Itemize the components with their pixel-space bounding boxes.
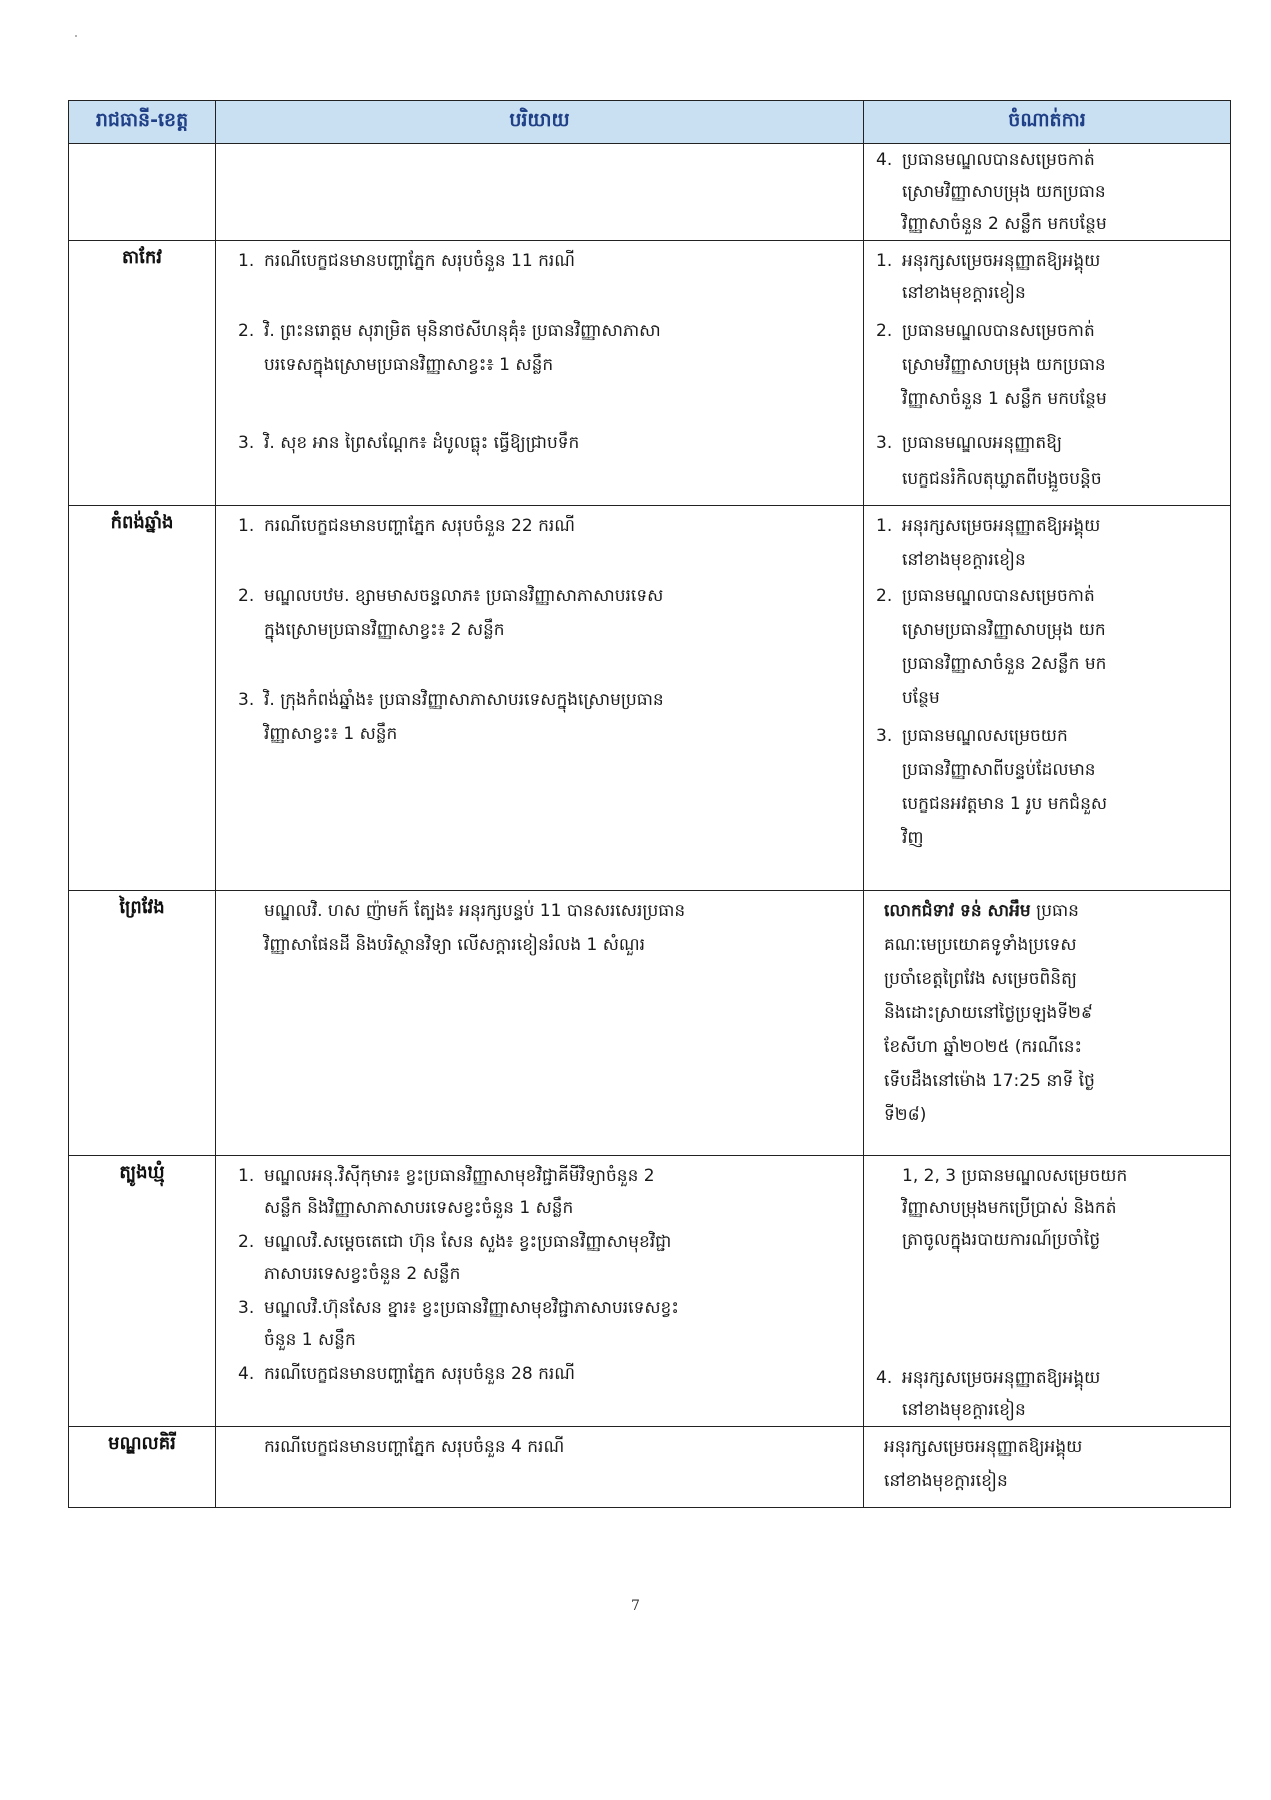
table-row	[69, 1156, 1231, 1427]
action-line: បេក្ខជនរំកិលតុឃ្លាតពីបង្អួចបន្តិច	[902, 469, 1102, 489]
description-number: 2.	[238, 586, 255, 606]
action-line: ប្រធានមណ្ឌលបានសម្រេចកាត់	[902, 586, 1095, 606]
action-number: 2.	[876, 586, 893, 606]
description-number: 2.	[238, 321, 255, 341]
description-line: វិញ្ញាសាផែនដី និងបរិស្ថានវិទ្យា លើសក្ដារខៀនរំលង 1 សំណួរ	[264, 935, 646, 955]
action-line: ខែសីហា ឆ្នាំ២០២៥ (ករណីនេះ	[884, 1037, 1082, 1057]
action-number: 3.	[876, 726, 893, 746]
description-cell	[216, 1427, 864, 1508]
description-line: ករណីបេក្ខជនមានបញ្ហាភ្នែក សរុបចំនួន 11 ករណី	[264, 251, 576, 271]
description-line: វិ. ព្រះនរោត្តម សុរាម្រិត មុនិនាថសីហនុគុំ៖ ប្រធានវិញ្ញាសាភាសា	[264, 321, 661, 341]
action-line: ទី២៨)	[884, 1105, 927, 1125]
description-cell	[216, 144, 864, 241]
description-line: មណ្ឌលវិ.ហ៊ុនសែន ខ្នារ៖ ខ្វះប្រធានវិញ្ញាសាមុខវិជ្ជាភាសាបរទេសខ្វះ	[264, 1298, 679, 1318]
action-line: វិញ្ញាសាបម្រុងមកប្រើប្រាស់ និងកត់	[902, 1198, 1117, 1218]
description-number: 2.	[238, 1232, 255, 1252]
header-province: រាជធានី-ខេត្ត	[69, 101, 216, 144]
province-cell	[69, 144, 216, 241]
action-line: បេក្ខជនអវត្តមាន 1 រូប មកជំនួស	[902, 794, 1108, 814]
action-line: ស្រោមវិញ្ញាសាបម្រុង យកប្រធាន	[902, 355, 1106, 375]
action-cell	[864, 1427, 1231, 1508]
description-line: មណ្ឌលបឋម. ខ្សាមមាសចន្ទលាភ៖ ប្រធានវិញ្ញាសាភាសាបរទេស	[264, 586, 664, 606]
action-line-rest: ប្រធាន	[1030, 901, 1079, 921]
province-cell: ត្បូងឃ្មុំ	[69, 1156, 216, 1427]
report-table	[68, 100, 1231, 1508]
action-line: ប្រធានមណ្ឌលបានសម្រេចកាត់	[902, 321, 1095, 341]
action-number: 1.	[876, 516, 893, 536]
action-line: វិញ	[902, 828, 924, 848]
action-line: 1, 2, 3 ប្រធានមណ្ឌលសម្រេចយក	[902, 1166, 1128, 1186]
action-line: ប្រធានវិញ្ញាសាចំនួន 2សន្លឹក មក	[902, 654, 1107, 674]
action-line	[884, 901, 1079, 921]
description-number: 1.	[238, 1166, 255, 1186]
description-number: 1.	[238, 251, 255, 271]
action-number: 2.	[876, 321, 893, 341]
action-line: ប្រចាំខេត្តព្រៃវែង សម្រេចពិនិត្យ	[884, 969, 1077, 989]
description-line: ករណីបេក្ខជនមានបញ្ហាភ្នែក សរុបចំនួន 22 ករណី	[264, 516, 576, 536]
action-cell	[864, 241, 1231, 506]
description-cell	[216, 241, 864, 506]
action-line: ត្រាចូលក្នុងរបាយការណ៍ប្រចាំថ្ងៃ	[902, 1230, 1101, 1250]
table-row	[69, 506, 1231, 891]
action-line: ប្រធានមណ្ឌលសម្រេចយក	[902, 726, 1068, 746]
description-line: វិ. សុខ អាន ព្រៃសណ្ដែក៖ ដំបូលធ្លុះ ធ្វើឱ្យជ្រាបទឹក	[264, 433, 580, 453]
description-line: មណ្ឌលវិ.សម្ដេចតេជោ ហ៊ុន សែន សួង៖ ខ្វះប្រធានវិញ្ញាសាមុខវិជ្ជា	[264, 1232, 672, 1252]
action-line: នៅខាងមុខក្ដារខៀន	[884, 1471, 1008, 1491]
action-line: អនុរក្សសម្រេចអនុញ្ញាតឱ្យអង្គុយ	[902, 251, 1101, 271]
action-line: ប្រធានមណ្ឌលបានសម្រេចកាត់	[902, 150, 1095, 170]
action-line: អនុរក្សសម្រេចអនុញ្ញាតឱ្យអង្គុយ	[902, 516, 1101, 536]
table-row	[69, 1427, 1231, 1508]
province-cell: កំពង់ឆ្នាំង	[69, 506, 216, 891]
action-line: វិញ្ញាសាចំនួន 1 សន្លឹក មកបន្ថែម	[902, 389, 1107, 409]
table-row	[69, 891, 1231, 1156]
description-line: បរទេសក្នុងស្រោមប្រធានវិញ្ញាសាខ្វះ៖ 1 សន្លឹក	[264, 355, 554, 375]
description-line: មណ្ឌលវិ. ហស ញ៉ាមក៍ ត្បែង៖ អនុរក្សបន្ទប់ 11 បានសរសេរប្រធាន	[264, 901, 686, 921]
description-line: ចំនួន 1 សន្លឹក	[264, 1330, 356, 1350]
action-number: 4.	[876, 1368, 893, 1388]
description-number: 3.	[238, 1298, 255, 1318]
action-line: នៅខាងមុខក្ដារខៀន	[902, 283, 1026, 303]
table-header-row	[69, 101, 1231, 144]
description-line: សន្លឹក និងវិញ្ញាសាភាសាបរទេសខ្វះចំនួន 1 សន្លឹក	[264, 1198, 574, 1218]
table-row	[69, 241, 1231, 506]
description-number: 1.	[238, 516, 255, 536]
action-cell	[864, 506, 1231, 891]
action-line: គណៈមេប្រយោគទូទាំងប្រទេស	[884, 935, 1077, 955]
province-cell: តាកែវ	[69, 241, 216, 506]
table-row	[69, 144, 1231, 241]
description-line: វិ. ក្រុងកំពង់ឆ្នាំង៖ ប្រធានវិញ្ញាសាភាសាបរទេសក្នុងស្រោមប្រធាន	[264, 690, 664, 710]
action-line: ស្រោមប្រធានវិញ្ញាសាបម្រុង យក	[902, 620, 1106, 640]
province-cell: មណ្ឌលគិរី	[69, 1427, 216, 1508]
action-line: ប្រធានមណ្ឌលអនុញ្ញាតឱ្យ	[902, 433, 1063, 453]
action-number: 1.	[876, 251, 893, 271]
action-line: នៅខាងមុខក្ដារខៀន	[902, 550, 1026, 570]
scan-speck	[75, 35, 77, 37]
action-line: អនុរក្សសម្រេចអនុញ្ញាតឱ្យអង្គុយ	[884, 1437, 1083, 1457]
action-line: នៅខាងមុខក្ដារខៀន	[902, 1400, 1026, 1420]
action-line: អនុរក្សសម្រេចអនុញ្ញាតឱ្យអង្គុយ	[902, 1368, 1101, 1388]
header-action: ចំណាត់ការ	[864, 101, 1231, 144]
header-description: បរិយាយ	[216, 101, 864, 144]
action-cell	[864, 891, 1231, 1156]
page-number: 7	[631, 1598, 640, 1614]
action-cell	[864, 1156, 1231, 1427]
description-number: 3.	[238, 690, 255, 710]
action-number: 4.	[876, 150, 893, 170]
description-cell	[216, 506, 864, 891]
official-name: លោកជំទាវ ទន់ សាអឹម	[884, 901, 1031, 921]
description-line: ករណីបេក្ខជនមានបញ្ហាភ្នែក សរុបចំនួន 28 ករណី	[264, 1364, 576, 1384]
province-cell: ព្រៃវែង	[69, 891, 216, 1156]
description-line: ក្នុងស្រោមប្រធានវិញ្ញាសាខ្វះ៖ 2 សន្លឹក	[264, 620, 505, 640]
description-line: វិញ្ញាសាខ្វះ៖ 1 សន្លឹក	[264, 724, 398, 744]
action-line: ប្រធានវិញ្ញាសាពីបន្ទប់ដែលមាន	[902, 760, 1096, 780]
action-line: បន្ថែម	[902, 688, 940, 708]
description-number: 4.	[238, 1364, 255, 1384]
action-line: វិញ្ញាសាចំនួន 2 សន្លឹក មកបន្ថែម	[902, 214, 1107, 234]
description-line: មណ្ឌលអនុ.វិស៊ីកុមារ៖ ខ្វះប្រធានវិញ្ញាសាមុខវិជ្ជាគីមីវិទ្យាចំនួន 2	[264, 1166, 655, 1186]
description-cell	[216, 1156, 864, 1427]
description-cell	[216, 891, 864, 1156]
description-line: ករណីបេក្ខជនមានបញ្ហាភ្នែក សរុបចំនួន 4 ករណី	[264, 1437, 565, 1457]
action-line: និងដោះស្រាយនៅថ្ងៃប្រឡងទី២៩	[884, 1003, 1093, 1023]
description-number: 3.	[238, 433, 255, 453]
action-line: ស្រោមវិញ្ញាសាបម្រុង យកប្រធាន	[902, 182, 1106, 202]
action-cell	[864, 144, 1231, 241]
action-line: ទើបដឹងនៅម៉ោង 17:25 នាទី ថ្ងៃ	[884, 1071, 1095, 1091]
description-line: ភាសាបរទេសខ្វះចំនួន 2 សន្លឹក	[264, 1264, 461, 1284]
action-number: 3.	[876, 433, 893, 453]
